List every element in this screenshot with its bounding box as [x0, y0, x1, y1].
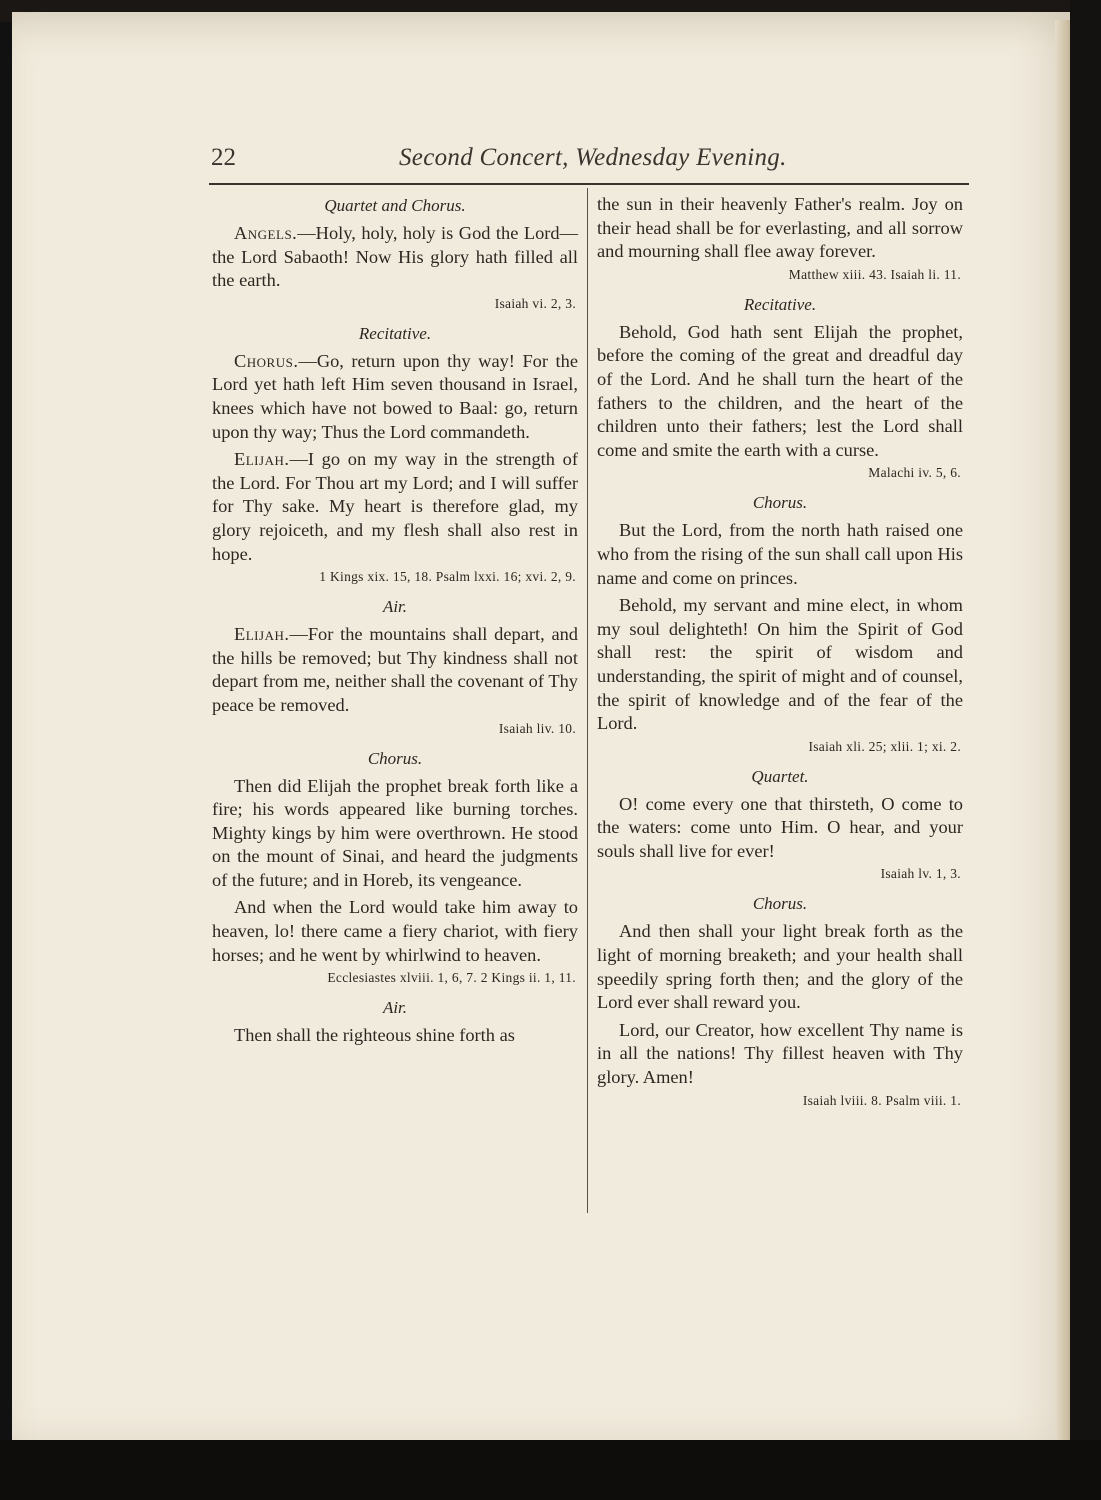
- lyric-paragraph: O! come every one that thirsteth, O come to the waters: come unto Him. O hear, and your souls shall live for ever!: [597, 793, 963, 861]
- section-heading: Recitative.: [743, 294, 817, 314]
- scan-bottom-edge: [0, 1440, 1101, 1500]
- scripture-reference: Isaiah xli. 25; xlii. 1; xi. 2.: [808, 738, 961, 754]
- section-heading: Air.: [382, 998, 408, 1018]
- page-header: [211, 144, 967, 184]
- speaker-name: Elijah.: [234, 624, 290, 645]
- lyric-paragraph: [212, 350, 578, 444]
- lyric-paragraph: And when the Lord would take him away to heaven, lo! there came a fiery chariot, with fiery horses; and he went by whirlwind to heaven.: [212, 897, 578, 965]
- scripture-reference: Isaiah lv. 1, 3.: [880, 866, 961, 882]
- lyric-paragraph: Then did Elijah the prophet break forth like a fire; his words appeared like burning torches. Mighty kings by him were overthrown. He stood on the mount of Sinai, and heard the judgments of the future; and in Horeb, its vengeance.: [212, 775, 578, 890]
- lyric-paragraph: Behold, my servant and mine elect, in whom my soul delighteth! On him the Spirit of God shall rest: the spirit of wisdom and understanding, the spirit of might and of counsel, the spirit of knowledge and of the fear of the Lord.: [597, 595, 963, 734]
- lyric-paragraph: [212, 623, 578, 717]
- speaker-name: Angels.: [234, 223, 298, 243]
- scripture-reference: 1 Kings xix. 15, 18. Psalm lxxi. 16; xvi. 2, 9.: [319, 569, 576, 585]
- section-heading: Chorus.: [752, 493, 808, 513]
- section-heading: Quartet.: [751, 766, 809, 786]
- lyric-paragraph: Behold, God hath sent Elijah the prophet, before the coming of the great and dreadful day of the Lord. And he shall turn the heart of the fathers to the children, and the heart of the children unto their fathers; lest the Lord shall come and smite the earth with a curse.: [597, 321, 963, 460]
- running-head: Second Concert, Wednesday Evening.: [399, 144, 787, 171]
- speaker-name: Chorus.: [234, 350, 299, 371]
- lyric-text: —For the mountains shall depart, and the hills be removed; but Thy kindness shall not depart from me, neither shall the covenant of Thy peace be removed.: [212, 624, 578, 715]
- column-divider: [587, 188, 588, 1213]
- scripture-reference: Matthew xiii. 43. Isaiah li. 11.: [788, 266, 961, 282]
- scripture-reference: Ecclesiastes xlviii. 1, 6, 7. 2 Kings ii. 1, 11.: [327, 970, 576, 986]
- left-column: [212, 195, 578, 1048]
- section-heading: Chorus.: [367, 748, 423, 768]
- speaker-name: Elijah.: [234, 449, 290, 470]
- header-rule: [209, 183, 969, 185]
- lyric-paragraph: And then shall your light break forth as the light of morning breaketh; and your health shall speedily spring forth then; and the glory of the Lord ever shall reward you.: [597, 921, 963, 1013]
- lyric-paragraph: [212, 448, 578, 566]
- scripture-reference: Isaiah liv. 10.: [498, 720, 576, 736]
- scripture-reference: Isaiah vi. 2, 3.: [494, 295, 576, 311]
- lyric-paragraph: the sun in their heavenly Father's realm. Joy on their head shall be for everlasting, and all sorrow and mourning shall flee away forever.: [597, 194, 963, 262]
- lyric-text: —Holy, holy, holy is God the Lord—the Lord Sabaoth! Now His glory hath filled all the earth.: [212, 223, 578, 291]
- lyric-paragraph: Lord, our Creator, how excellent Thy name is in all the nations! Thy fillest heaven with Thy glory. Amen!: [597, 1019, 963, 1088]
- scripture-reference: Isaiah lviii. 8. Psalm viii. 1.: [802, 1092, 961, 1108]
- section-heading: Air.: [382, 597, 408, 617]
- section-heading: Chorus.: [752, 894, 808, 914]
- lyric-paragraph: But the Lord, from the north hath raised one who from the rising of the sun shall call upon His name and come on princes.: [597, 520, 963, 588]
- lyric-text: —Go, return upon thy way! For the Lord yet hath left Him seven thousand in Israel, knees which have not bowed to Baal: go, return upon thy way; Thus the Lord commandeth.: [212, 350, 578, 442]
- scripture-reference: Malachi iv. 5, 6.: [868, 465, 961, 481]
- right-column: [597, 193, 963, 1120]
- lyric-paragraph: [212, 222, 578, 293]
- section-heading: Recitative.: [358, 323, 432, 343]
- section-heading: Quartet and Chorus.: [324, 196, 466, 215]
- lyric-text: —I go on my way in the strength of the Lord. For Thou art my Lord; and I will suffer for Thy sake. My heart is therefore glad, my glory rejoiceth, and my flesh shall also rest in hope.: [212, 449, 578, 564]
- page-number: 22: [211, 144, 236, 171]
- lyric-paragraph: Then shall the righteous shine forth as: [234, 1025, 515, 1046]
- scan-right-edge: [1070, 0, 1101, 1500]
